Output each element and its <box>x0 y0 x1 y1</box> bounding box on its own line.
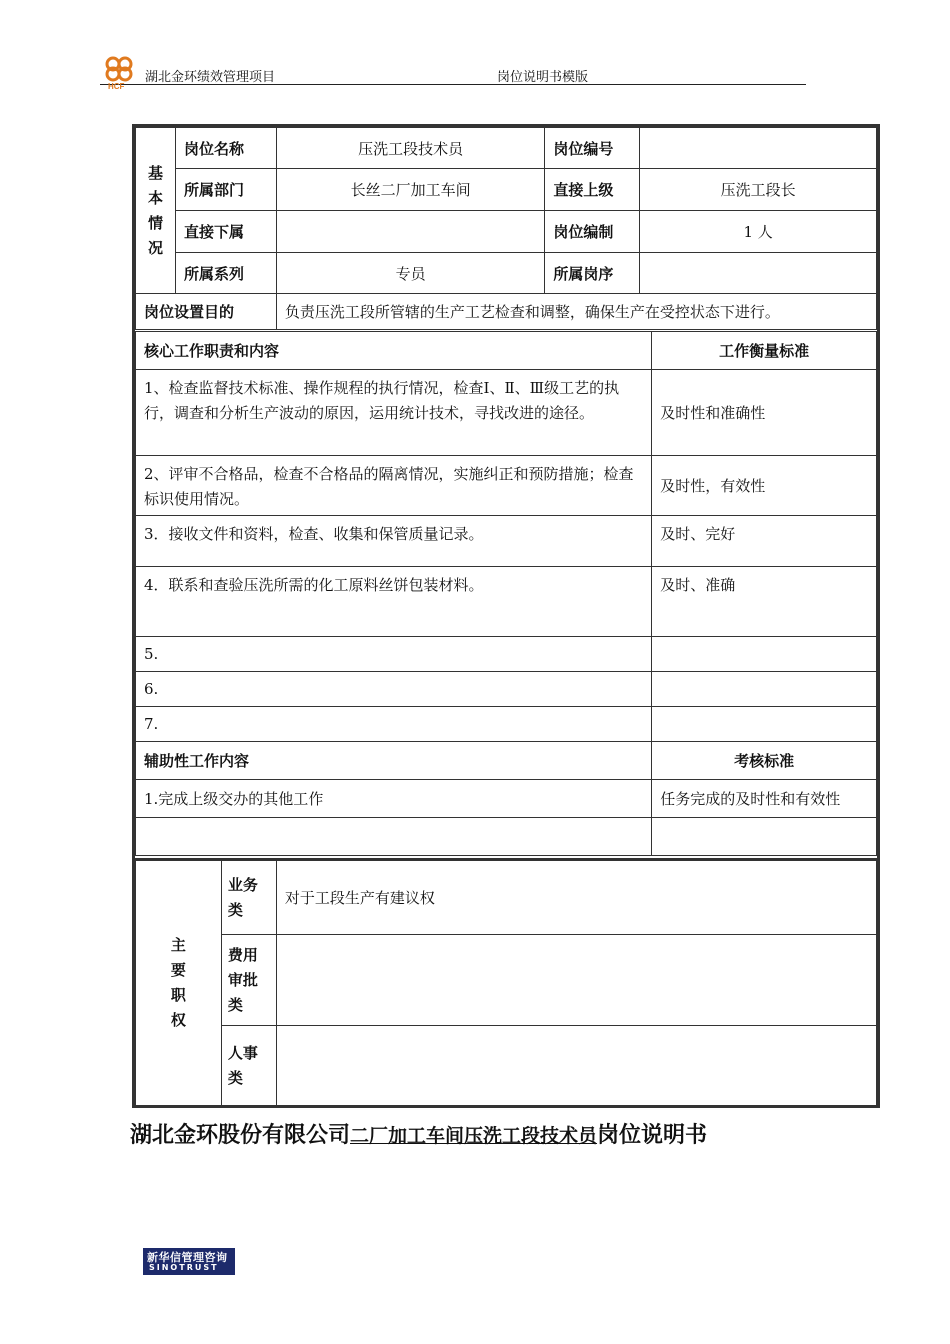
duty-standard <box>652 707 877 742</box>
basic-info-table <box>135 127 877 294</box>
duty-standard: 及时、准确 <box>652 567 877 637</box>
authority-type: 人事类 <box>221 1026 276 1106</box>
field-label: 岗位编号 <box>545 128 640 169</box>
duty-item: 4．联系和查验压洗所需的化工原料丝饼包装材料。 <box>136 567 652 637</box>
field-label: 所属系列 <box>175 253 276 294</box>
authority-section-label: 主要职权 <box>136 860 222 1106</box>
duty-standard: 及时性和准确性 <box>652 370 877 456</box>
field-label: 岗位编制 <box>545 211 640 253</box>
page-header <box>100 52 806 90</box>
field-value: 1 人 <box>640 211 877 253</box>
duty-item: 1、检查监督技术标准、操作规程的执行情况，检查Ⅰ、Ⅱ、Ⅲ级工艺的执行，调查和分析生产波动的原因，运用统计技术，寻找改进的途径。 <box>136 370 652 456</box>
aux-standard: 任务完成的及时性和有效性 <box>652 780 877 818</box>
title-position: 二厂加工车间压洗工段技术员 <box>350 1125 598 1147</box>
field-value <box>640 253 877 294</box>
field-value: 专员 <box>276 253 545 294</box>
aux-standard <box>652 818 877 856</box>
aux-header-right: 考核标准 <box>652 742 877 780</box>
authority-type: 业务类 <box>221 860 276 935</box>
title-suffix: 岗位说明书 <box>597 1123 708 1148</box>
sinotrust-logo <box>143 1248 235 1275</box>
aux-item: 1.完成上级交办的其他工作 <box>136 780 652 818</box>
svg-text:HCF: HCF <box>108 82 125 90</box>
duty-item: 5. <box>136 637 652 672</box>
authority-content <box>276 935 876 1026</box>
aux-item <box>136 818 652 856</box>
hcf-logo-icon <box>100 54 138 90</box>
duty-item: 7. <box>136 707 652 742</box>
field-label: 所属岗序 <box>545 253 640 294</box>
header-project: 湖北金环绩效管理项目 <box>145 70 276 85</box>
field-label: 直接上级 <box>545 169 640 211</box>
field-label: 直接下属 <box>175 211 276 253</box>
aux-header-left: 辅助性工作内容 <box>136 742 652 780</box>
purpose-label: 岗位设置目的 <box>136 294 277 330</box>
field-value <box>640 128 877 169</box>
duty-item: 3．接收文件和资料，检查、收集和保管质量记录。 <box>136 516 652 567</box>
authority-content: 对于工段生产有建议权 <box>276 860 876 935</box>
title-company: 湖北金环股份有限公司 <box>130 1123 351 1148</box>
field-value: 压洗工段长 <box>640 169 877 211</box>
footer-logo-en: SINOTRUST <box>149 1263 219 1272</box>
core-duties-table <box>135 331 877 856</box>
authority-table <box>135 858 877 1106</box>
field-label: 岗位名称 <box>175 128 276 169</box>
header-doc-type: 岗位说明书模版 <box>497 70 589 85</box>
duty-standard <box>652 672 877 707</box>
purpose-table <box>135 293 877 330</box>
basic-section-label: 基本情况 <box>136 128 176 294</box>
authority-content <box>276 1026 876 1106</box>
field-value: 长丝二厂加工车间 <box>276 169 545 211</box>
core-header-left: 核心工作职责和内容 <box>136 332 652 370</box>
duty-item: 2、评审不合格品，检查不合格品的隔离情况，实施纠正和预防措施；检查标识使用情况。 <box>136 456 652 516</box>
duty-standard: 及时性，有效性 <box>652 456 877 516</box>
duty-standard: 及时、完好 <box>652 516 877 567</box>
purpose-text: 负责压洗工段所管辖的生产工艺检查和调整，确保生产在受控状态下进行。 <box>276 294 876 330</box>
document-title <box>130 1118 707 1149</box>
field-value: 压洗工段技术员 <box>276 128 545 169</box>
duty-standard <box>652 637 877 672</box>
authority-type: 费用审批类 <box>221 935 276 1026</box>
field-value <box>276 211 545 253</box>
duty-item: 6. <box>136 672 652 707</box>
core-header-right: 工作衡量标准 <box>652 332 877 370</box>
field-label: 所属部门 <box>175 169 276 211</box>
footer-logo-cn: 新华信管理咨询 <box>147 1251 228 1264</box>
